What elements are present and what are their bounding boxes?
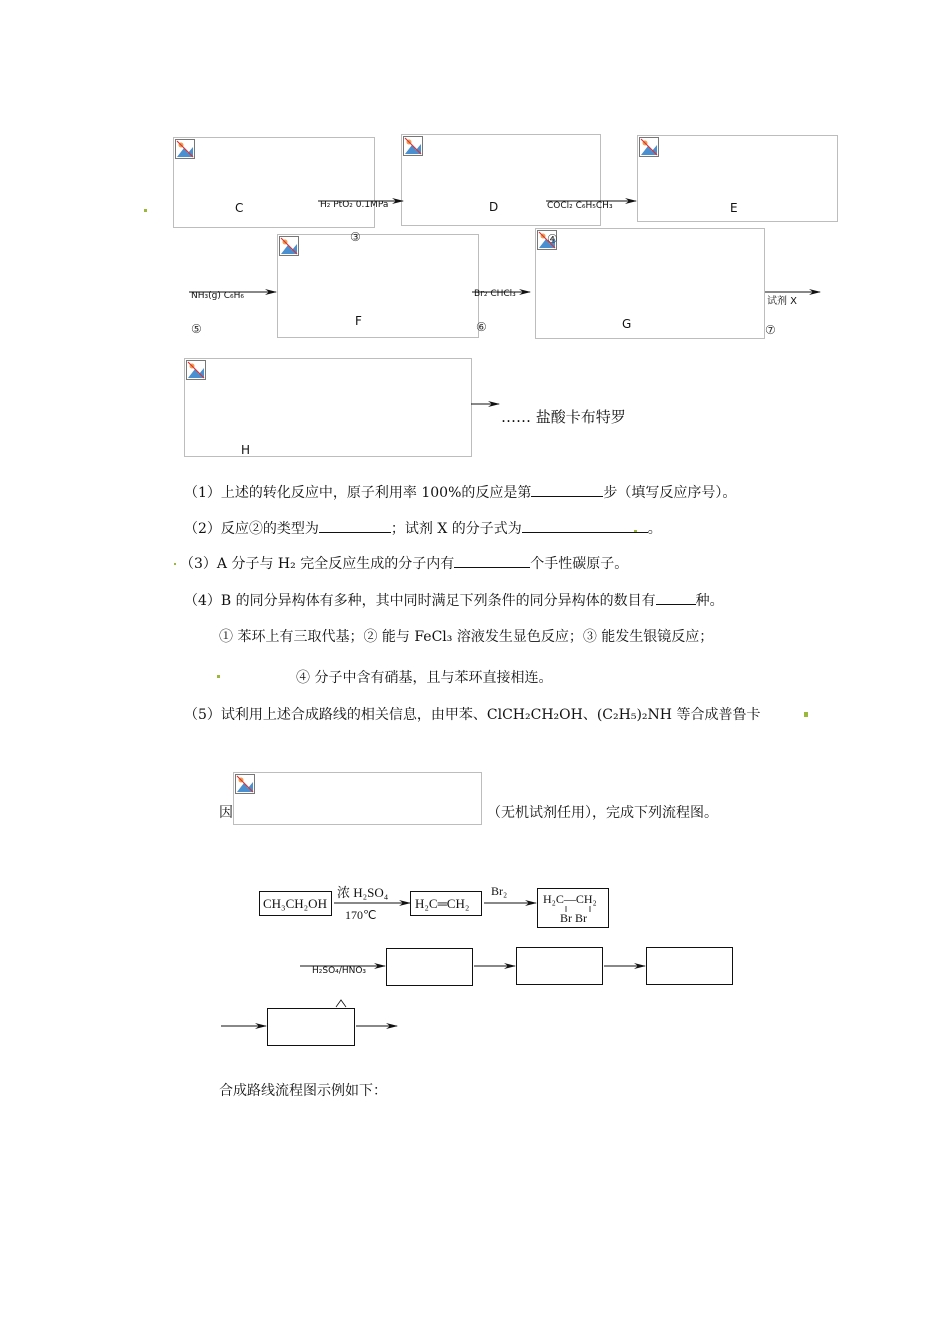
question-5: （5）试利用上述合成路线的相关信息，由甲苯、ClCH₂CH₂OH、(C₂H₅)₂NH 等合成普鲁卡 [184,707,761,723]
example-end-formula-bottom: Br Br [560,911,587,925]
question-3-tail: 个手性碳原子。 [530,556,629,572]
step-number-3: ③ [350,230,361,244]
question-3-text: （3）A 分子与 H₂ 完全反应生成的分子内有 [180,556,455,572]
example-end-formula-top: H₂C—CH₂ [543,892,597,906]
example-condition-2: Br₂ [491,884,508,898]
structure-label: F [355,314,362,328]
question-4-condition-1: ① 苯环上有三取代基；② 能与 FeCl₃ 溶液发生显色反应；③ 能发生银镜反应； [219,629,714,645]
example-condition-1-bottom: 170℃ [345,908,377,922]
question-1-tail: 步（填写反应序号）。 [603,485,737,501]
condition-f-to-g: Br₂ CHCl₃ [474,289,516,299]
question-4-condition-2: ④ 分子中含有硝基，且与苯环直接相连。 [296,670,553,686]
example-mid-formula: H₂C═CH₂ [415,896,470,911]
question-5-suffix: （无机试剂任用），完成下列流程图。 [487,805,718,821]
structure-label: D [489,200,499,214]
structure-label: H [241,443,251,457]
step-number-6: ⑥ [476,320,487,334]
condition-e-to-f: NH₃(g) C₆H₆ [191,291,244,301]
question-4-tail: 种。 [695,593,724,609]
product-name: …… 盐酸卡布特罗 [501,408,626,426]
structure-label: G [622,317,632,331]
example-start-formula: CH₃CH₂OH [263,896,327,911]
step-number-4: ④ [547,232,558,246]
condition-g-to-h: 试剂 X [767,296,798,307]
question-1-text: （1）上述的转化反应中，原子利用率 100%的反应是第 [184,485,532,501]
step-number-5: ⑤ [191,322,202,336]
question-2-middle: ；试剂 X 的分子式为 [390,521,522,537]
flow-condition-1: H₂SO₄/HNO₃ [312,966,367,976]
structure-label: C [235,201,244,215]
heat-triangle [336,1000,346,1007]
condition-c-to-d: H₂ PtO₂ 0.1MPa [320,200,389,210]
question-4-text: （4）B 的同分异构体有多种，其中同时满足下列条件的同分异构体的数目有 [184,593,656,609]
structure-label: E [730,201,738,215]
step-number-7: ⑦ [765,323,776,337]
example-condition-1-top: 浓 H₂SO₄ [337,885,389,900]
question-2-tail: 。 [647,521,662,537]
condition-d-to-e: COCl₂ C₆H₅CH₃ [547,201,613,211]
example-caption: 合成路线流程图示例如下： [219,1083,387,1099]
question-5-prefix: 因 [219,805,233,821]
question-2-text: （2）反应②的类型为 [184,521,319,537]
